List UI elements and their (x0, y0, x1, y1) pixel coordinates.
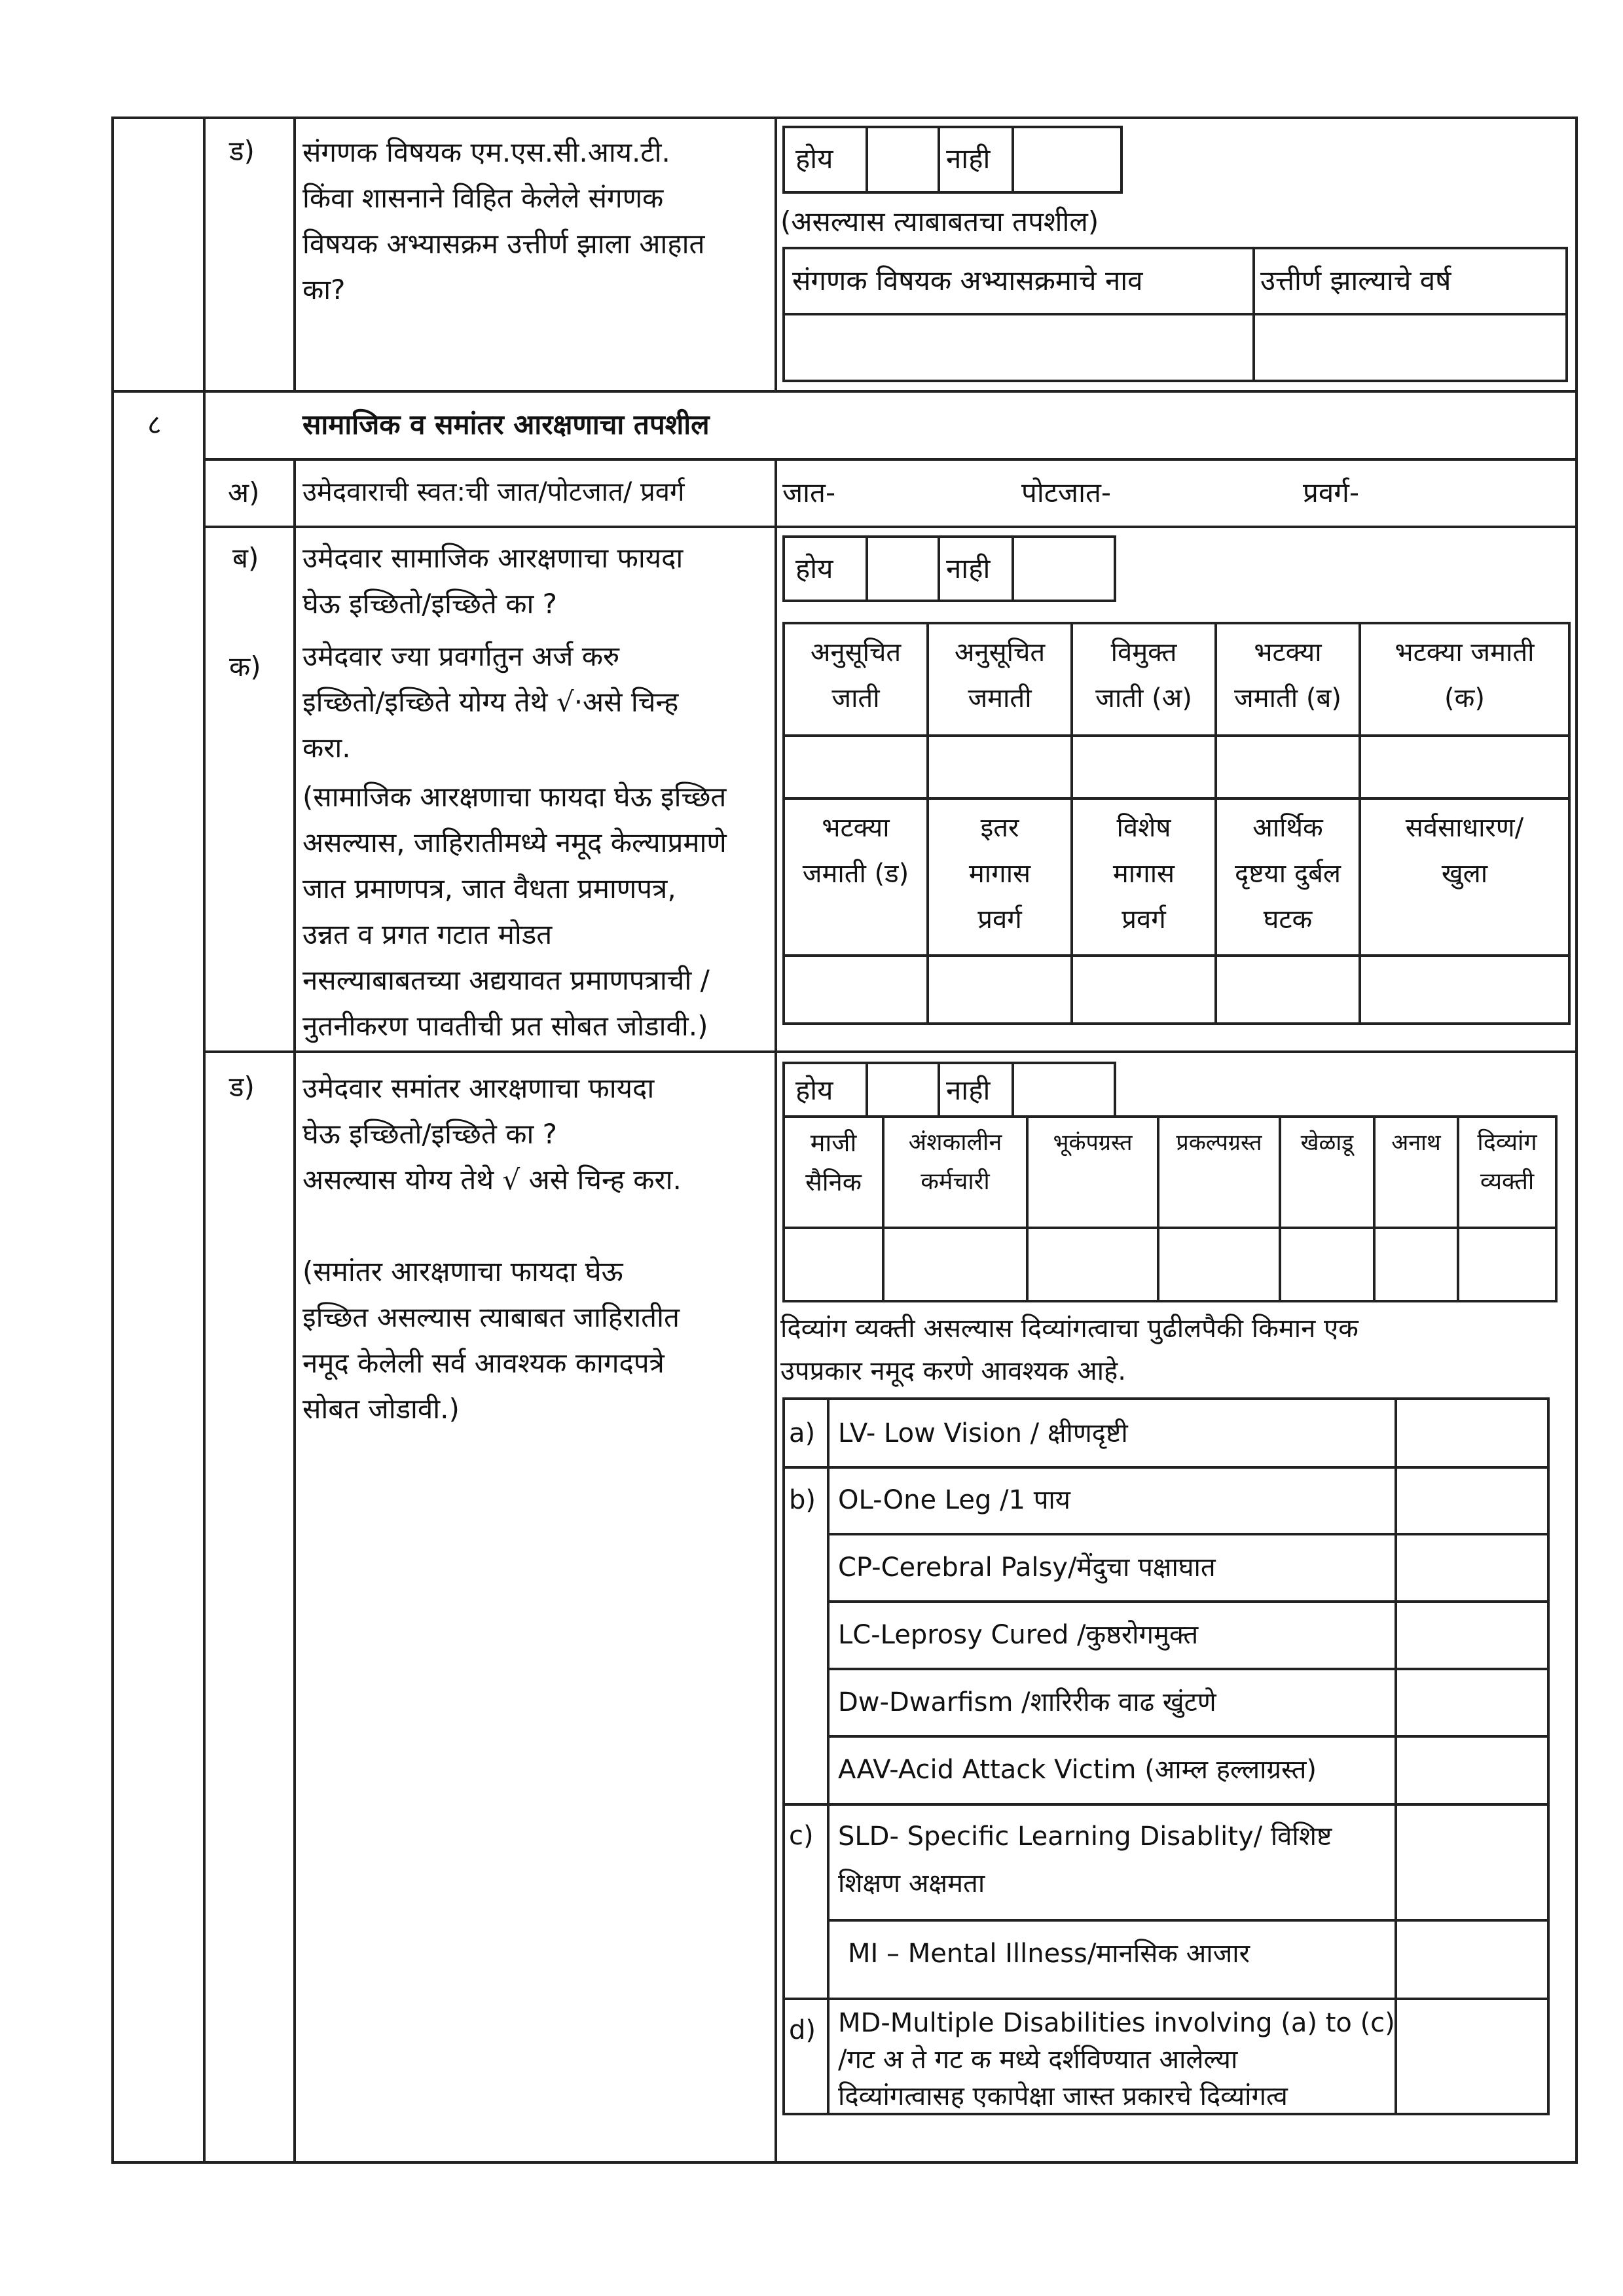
parallel-checkbox[interactable] (883, 1228, 1027, 1301)
table-border-right (1575, 117, 1578, 2164)
category-checkbox[interactable] (1360, 736, 1569, 798)
disability-ol: OL-One Leg /1 पाय (838, 1485, 1070, 1515)
q7d-question-line: संगणक विषयक एम.एस.सी.आय.टी. (302, 136, 670, 168)
q8a-label: अ) (228, 476, 260, 509)
q8a-caste-label: जात- (782, 476, 836, 509)
category-text: मागास (968, 859, 1031, 889)
category-text: घटक (1263, 905, 1313, 935)
category-text: मागास (1112, 859, 1175, 889)
q8a-question: उमेदवाराची स्वत:ची जात/पोटजात/ प्रवर्ग (302, 477, 685, 507)
q7d-yes-label: होय (795, 143, 833, 175)
q8d-yes-label: होय (795, 1074, 833, 1106)
q8c-label: क) (229, 651, 261, 683)
category-text: जाती (अ) (1095, 683, 1192, 713)
category-text: सर्वसाधारण/ (1405, 813, 1524, 843)
col-divider-2a (293, 117, 296, 391)
q8d-no-label: नाही (946, 1074, 991, 1106)
q8d-line: इच्छित असल्यास त्याबाबत जाहिरातीत (302, 1301, 680, 1333)
q7d-no-label: नाही (946, 143, 991, 175)
category-header-cell (1072, 623, 1216, 736)
parallel-header-cell (1458, 1117, 1556, 1228)
divider (827, 1397, 830, 2115)
q7d-yes-checkbox[interactable] (868, 128, 936, 191)
row-divider-3 (203, 526, 1578, 528)
disability-group-d: d) (789, 2015, 816, 2045)
disability-checkbox[interactable] (1397, 1922, 1547, 1998)
parallel-checkbox[interactable] (1027, 1228, 1158, 1301)
disability-dw: Dw-Dwarfism /शारिरीक वाढ खुंटणे (838, 1687, 1216, 1717)
q8bc-line: उमेदवार सामाजिक आरक्षणाचा फायदा (302, 542, 684, 574)
category-text: (क) (1444, 683, 1485, 713)
category-text: जमाती (ब) (1234, 683, 1341, 713)
category-text: जमाती (ड) (802, 859, 909, 889)
category-header-cell (1216, 623, 1360, 736)
category-header-cell (784, 798, 928, 956)
parallel-header-cell (1158, 1117, 1280, 1228)
row-divider-1 (111, 390, 1578, 393)
q8b-yes-label: होय (795, 552, 833, 584)
category-checkbox[interactable] (928, 736, 1072, 798)
disability-lv: LV- Low Vision / क्षीणदृष्टी (838, 1418, 1128, 1448)
q7d-question-line: का? (302, 274, 346, 306)
q8bc-line: उन्नत व प्रगत गटात मोडत (302, 918, 553, 950)
q8-title: सामाजिक व समांतर आरक्षणाचा तपशील (302, 408, 710, 440)
q8c-category-grid (782, 622, 1571, 1025)
parallel-header-cell (1280, 1117, 1374, 1228)
col-divider-3a (775, 117, 777, 391)
q8bc-line: (सामाजिक आरक्षणाचा फायदा घेऊ इच्छित (302, 781, 727, 813)
disability-mi: MI – Mental Illness/मानसिक आजार (848, 1939, 1250, 1969)
divider (938, 1062, 940, 1118)
category-checkbox[interactable] (1072, 736, 1216, 798)
category-checkbox[interactable] (1216, 956, 1360, 1024)
parallel-text: व्यक्ती (1480, 1168, 1535, 1195)
q7d-course-name-input[interactable] (785, 315, 1251, 380)
category-text: भटक्या (1254, 637, 1322, 668)
q8bc-line: असल्यास, जाहिरातीमध्ये नमूद केल्याप्रमाणे (302, 827, 727, 859)
q7d-label: ड) (229, 135, 255, 167)
q8bc-line: घेऊ इच्छितो/इच्छिते का ? (302, 588, 557, 620)
disability-checkbox[interactable] (1397, 2000, 1547, 2113)
category-text: विमुक्त (1110, 637, 1177, 668)
row-divider-4 (203, 1050, 1578, 1053)
disability-checkbox[interactable] (1397, 1603, 1547, 1668)
table-border-bottom (111, 2161, 1578, 2164)
disability-aav: AAV-Acid Attack Victim (आम्ल हल्लाग्रस्त) (838, 1755, 1317, 1785)
q8b-yes-checkbox[interactable] (868, 538, 936, 600)
q7d-col-year: उत्तीर्ण झाल्याचे वर्ष (1260, 264, 1451, 296)
q8a-subcaste-label: पोटजात- (1021, 476, 1112, 509)
category-text: इतर (980, 813, 1019, 843)
q7d-question-line: विषयक अभ्यासक्रम उत्तीर्ण झाला आहात (302, 228, 705, 260)
parallel-text: अंशकालीन (908, 1129, 1002, 1156)
q8b-no-checkbox[interactable] (1014, 538, 1114, 600)
q8d-yes-checkbox[interactable] (868, 1064, 936, 1115)
category-text: खुला (1441, 859, 1488, 889)
parallel-header-cell (883, 1117, 1027, 1228)
disability-md: MD-Multiple Disabilities involving (a) to (c) (838, 2008, 1395, 2038)
disability-sld: शिक्षण अक्षमता (838, 1869, 985, 1899)
disability-note-line: उपप्रकार नमूद करणे आवश्यक आहे. (780, 1356, 1126, 1386)
category-checkbox[interactable] (784, 956, 928, 1024)
divider (938, 535, 940, 602)
category-checkbox[interactable] (928, 956, 1072, 1024)
disability-cp: CP-Cerebral Palsy/मेंदुचा पक्षाघात (838, 1552, 1216, 1583)
parallel-checkbox[interactable] (1458, 1228, 1556, 1301)
q7d-details-note: (असल्यास त्याबाबतचा तपशील) (780, 206, 1099, 238)
category-text: जाती (831, 683, 880, 713)
q8bc-line: जात प्रमाणपत्र, जात वैधता प्रमाणपत्र, (302, 872, 676, 905)
divider (938, 126, 940, 194)
parallel-text: माजी (810, 1128, 857, 1157)
q8d-line: घेऊ इच्छितो/इच्छिते का ? (302, 1118, 557, 1150)
category-header-cell (1360, 798, 1569, 956)
disability-group-a: a) (789, 1418, 816, 1448)
q8bc-line: उमेदवार ज्या प्रवर्गातुन अर्ज करु (302, 640, 620, 672)
disability-note-line: दिव्यांग व्यक्ती असल्यास दिव्यांगत्वाचा पुढीलपैकी किमान एक (780, 1314, 1359, 1344)
category-header-cell (784, 623, 928, 736)
category-text: अनुसूचित (810, 637, 902, 668)
disability-lc: LC-Leprosy Cured /कुष्ठरोगमुक्त (838, 1620, 1199, 1650)
q8b-no-label: नाही (946, 552, 991, 584)
disability-checkbox[interactable] (1397, 1469, 1547, 1533)
q8d-line: सोबत जोडावी.) (302, 1393, 460, 1425)
q7d-col-course: संगणक विषयक अभ्यासक्रमाचे नाव (792, 264, 1143, 296)
parallel-text: सैनिक (805, 1168, 862, 1196)
parallel-text: अनाथ (1391, 1130, 1441, 1156)
category-text: भटक्या जमाती (1395, 637, 1535, 668)
category-text: प्रवर्ग (977, 905, 1022, 935)
parallel-checkbox[interactable] (1374, 1228, 1458, 1301)
parallel-text: दिव्यांग (1477, 1129, 1537, 1156)
disability-checkbox[interactable] (1397, 1400, 1547, 1466)
q8d-label: ड) (229, 1071, 255, 1103)
category-header-cell (928, 623, 1072, 736)
q8bc-line: नसल्याबाबतच्या अद्ययावत प्रमाणपत्राची / (302, 964, 710, 996)
category-text: दृष्टया दुर्बल (1234, 859, 1341, 889)
q8d-line: नमूद केलेली सर्व आवश्यक कागदपत्रे (302, 1347, 665, 1379)
q8-number: ८ (147, 408, 162, 440)
category-checkbox[interactable] (1360, 956, 1569, 1024)
category-text: जमाती (968, 683, 1032, 713)
category-header-cell (928, 798, 1072, 956)
table-border-top (111, 117, 1578, 119)
q8bc-line: इच्छितो/इच्छिते योग्य तेथे √·असे चिन्ह (302, 686, 679, 718)
q8bc-line: नुतनीकरण पावतीची प्रत सोबत जोडावी.) (302, 1010, 708, 1042)
category-checkbox[interactable] (1216, 736, 1360, 798)
q8d-no-checkbox[interactable] (1014, 1064, 1114, 1115)
q8d-line: उमेदवार समांतर आरक्षणाचा फायदा (302, 1072, 655, 1104)
parallel-text: भूकंपग्रस्त (1053, 1130, 1133, 1156)
q8bc-line: करा. (302, 732, 351, 764)
disability-checkbox[interactable] (1397, 1738, 1547, 1803)
disability-group-c: c) (789, 1821, 814, 1851)
parallel-checkbox[interactable] (784, 1228, 883, 1301)
q8b-label: ब) (232, 542, 259, 574)
disability-checkbox[interactable] (1397, 1670, 1547, 1735)
q8d-line: (समांतर आरक्षणाचा फायदा घेऊ (302, 1255, 623, 1287)
parallel-checkbox[interactable] (1280, 1228, 1374, 1301)
parallel-text: खेळाडू (1300, 1130, 1354, 1156)
q7d-course-year-input[interactable] (1255, 315, 1565, 380)
col-divider-2b (293, 458, 296, 2164)
category-text: विशेष (1116, 813, 1171, 843)
row-divider-2 (203, 458, 1578, 461)
col-divider-3b (775, 458, 777, 2164)
q7d-no-checkbox[interactable] (1014, 128, 1120, 191)
table-border-left (111, 117, 114, 2164)
category-text: भटक्या (822, 813, 890, 843)
category-text: प्रवर्ग (1122, 905, 1166, 935)
q7d-question-line: किंवा शासनाने विहित केलेले संगणक (302, 182, 664, 214)
category-header-cell (1216, 798, 1360, 956)
parallel-header-cell (1374, 1117, 1458, 1228)
q8d-line: असल्यास योग्य तेथे √ असे चिन्ह करा. (302, 1164, 682, 1196)
category-text: आर्थिक (1252, 813, 1323, 843)
category-header-cell (1360, 623, 1569, 736)
parallel-checkbox[interactable] (1158, 1228, 1280, 1301)
disability-checkbox[interactable] (1397, 1806, 1547, 1919)
disability-group-b: b) (789, 1485, 816, 1515)
disability-sld: SLD- Specific Learning Disablity/ विशिष्ट (838, 1821, 1332, 1852)
disability-md: /गट अ ते गट क मध्ये दर्शविण्यात आलेल्या (838, 2045, 1238, 2075)
col-divider-1 (203, 117, 206, 2164)
category-text: अनुसूचित (954, 637, 1046, 668)
category-header-cell (1072, 798, 1216, 956)
parallel-text: कर्मचारी (921, 1168, 990, 1195)
parallel-text: प्रकल्पग्रस्त (1176, 1130, 1262, 1156)
disability-md: दिव्यांगत्वासह एकापेक्षा जास्त प्रकारचे दिव्यांगत्व (838, 2081, 1288, 2111)
parallel-header-cell (1027, 1117, 1158, 1228)
q8d-parallel-grid (782, 1115, 1558, 1302)
disability-checkbox[interactable] (1397, 1535, 1547, 1600)
parallel-header-cell (784, 1117, 883, 1228)
category-checkbox[interactable] (1072, 956, 1216, 1024)
category-checkbox[interactable] (784, 736, 928, 798)
q8a-category-label: प्रवर्ग- (1303, 476, 1360, 509)
